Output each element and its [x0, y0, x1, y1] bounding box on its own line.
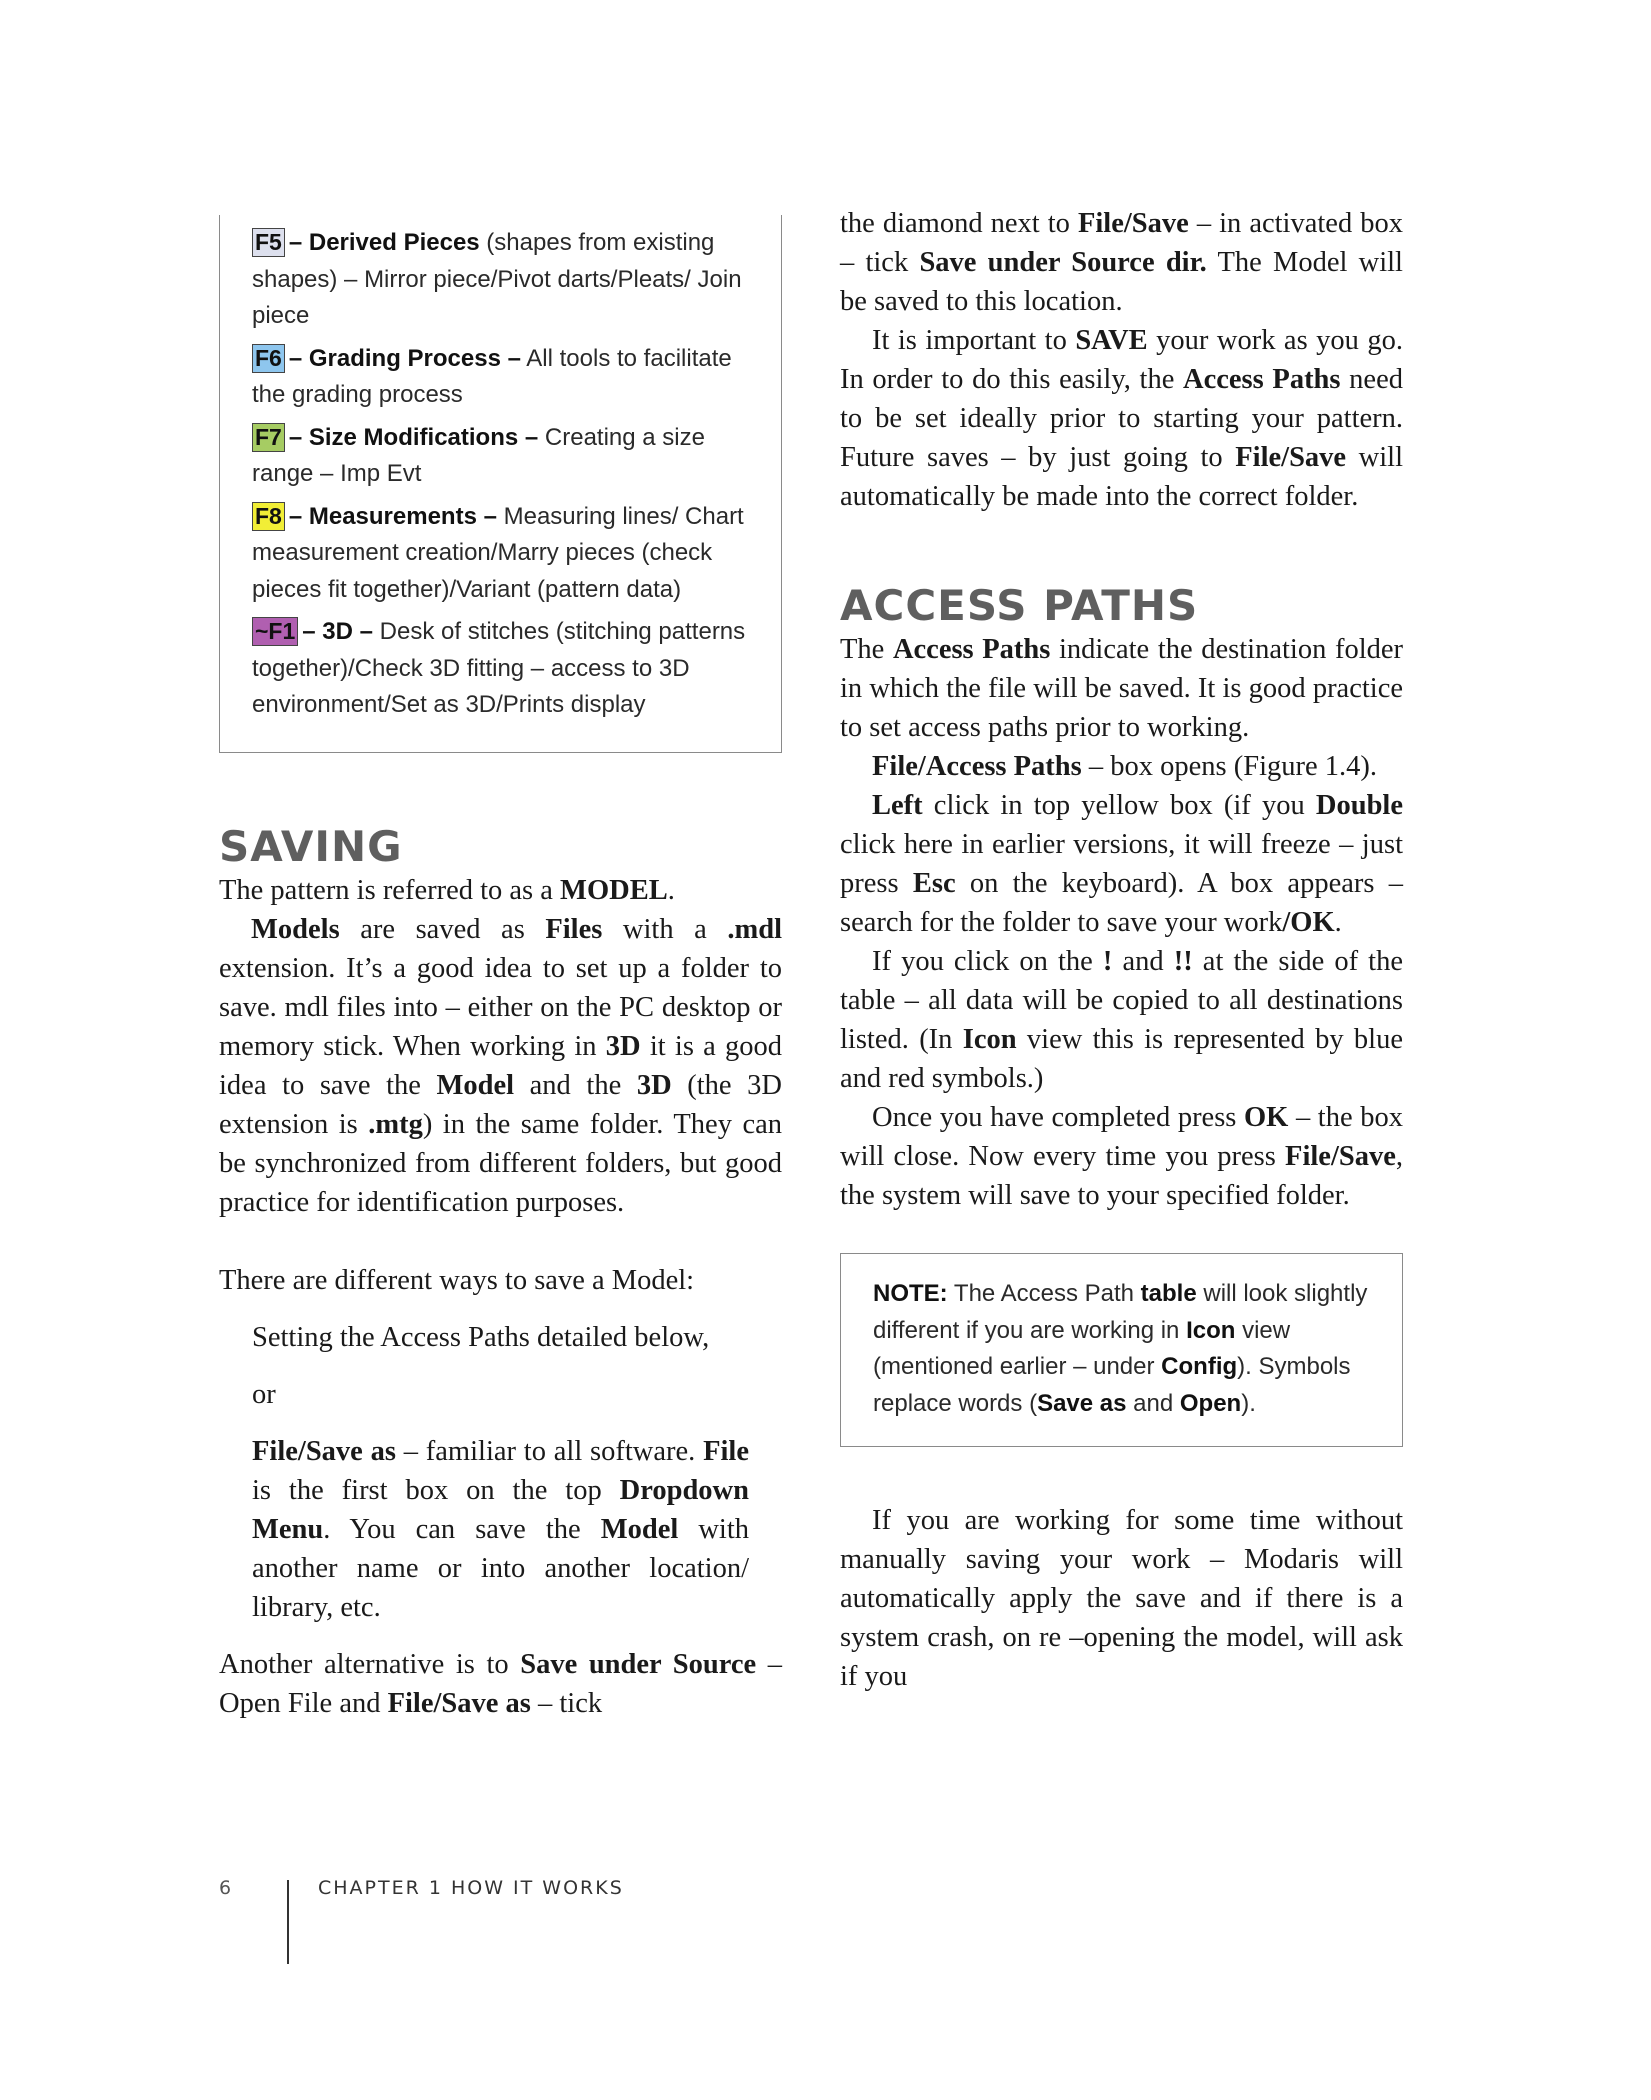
fkey-desc: Creating a size range – Imp Evt	[252, 423, 705, 487]
fkey-title: – Grading Process –	[288, 344, 521, 372]
access-para-6: If you are working for some time without manually saving your work – Modaris will automatically apply the save and if there is a system crash, on re –opening the model, will ask if you	[840, 1505, 1403, 1692]
fkey-item-f5	[252, 225, 751, 335]
saving-para-or: or	[252, 1378, 276, 1410]
saving-para-2: Models are saved as Files with a .mdl extension. It’s a good idea to set up a folder to save. mdl files into – either on the PC desktop or memory stick. When working in 3D it is a good idea to save the Model and the 3D (the 3D extension is .mtg) in the same folder. They can be synchronized from different folders, but good practice for identification purposes.	[219, 913, 783, 1218]
note-box: NOTE: The Access Path table will look slightly different if you are working in Icon view (mentioned earlier – under Config). Symbols replace words (Save as and Open).	[840, 1253, 1403, 1447]
saving-heading: SAVING	[219, 821, 403, 871]
access-para-3: Left click in top yellow box (if you Double click here in earlier versions, it will freeze – just press Esc on the keyboard). A box appears – search for the folder to save your work/OK.	[840, 790, 1403, 938]
fkey-title: – 3D –	[302, 618, 373, 645]
fkey-title: – Measurements –	[288, 502, 497, 530]
fkey-title: – Derived Pieces	[288, 229, 480, 256]
f7-key-badge: F7	[252, 423, 285, 452]
saving-para-3: There are different ways to save a Model:	[219, 1264, 695, 1296]
access-paths-heading: ACCESS PATHS	[840, 581, 1199, 630]
access-para-5: Once you have completed press OK – the box will close. Now every time you press File/Save, the system will save to your specified folder.	[840, 1102, 1403, 1211]
left-column	[219, 215, 782, 1723]
footer-divider	[287, 1880, 289, 1964]
f1-key-badge: ~F1	[252, 617, 298, 646]
saving-para-7: Another alternative is to Save under Source – Open File and File/Save as – tick	[219, 1648, 782, 1719]
function-keys-box	[219, 215, 782, 753]
right-para-1: the diamond next to File/Save – in activated box – tick Save under Source dir. The Model will be saved to this location.	[840, 208, 1403, 317]
fkey-desc: Measuring lines/ Chart measurement creation/Marry pieces (check pieces fit together)/Variant (pattern data)	[252, 502, 744, 603]
f8-key-badge: F8	[252, 502, 285, 531]
fkey-desc: All tools to facilitate the grading process	[252, 344, 732, 408]
fkey-item-f8	[252, 499, 751, 609]
fkey-item-f7	[252, 420, 751, 493]
f6-key-badge: F6	[252, 344, 285, 373]
chapter-label: CHAPTER 1 HOW IT WORKS	[318, 1877, 624, 1899]
fkey-item-f6	[252, 341, 751, 414]
access-para-1: The Access Paths indicate the destination folder in which the file will be saved. It is good practice to set access paths prior to working.	[840, 634, 1403, 743]
fkey-title: – Size Modifications –	[288, 423, 539, 451]
f5-key-badge: F5	[252, 228, 285, 257]
saving-para-6: File/Save as – familiar to all software. File is the first box on the top Dropdown Menu. You can save the Model with another name or into another location/ library, etc.	[252, 1435, 749, 1623]
right-para-2: It is important to SAVE your work as you go. In order to do this easily, the Access Paths need to be set ideally prior to starting your pattern. Future saves – by just going to File/Save will automatically be made into the correct folder.	[840, 325, 1403, 512]
access-para-4: If you click on the ! and !! at the side of the table – all data will be copied to all destinations listed. (In Icon view this is represented by blue and red symbols.)	[840, 946, 1403, 1094]
page-number: 6	[219, 1877, 232, 1899]
access-para-2: File/Access Paths – box opens (Figure 1.4).	[872, 751, 1378, 782]
saving-para-1: The pattern is referred to as a MODEL.	[219, 874, 675, 906]
note-label: NOTE:	[873, 1280, 948, 1307]
saving-para-4: Setting the Access Paths detailed below,	[252, 1321, 710, 1353]
fkey-desc: Desk of stitches (stitching patterns together)/Check 3D fitting – access to 3D environment/Set as 3D/Prints display	[252, 618, 746, 718]
fkey-desc: (shapes from existing shapes) – Mirror piece/Pivot darts/Pleats/ Join piece	[252, 229, 742, 329]
right-column	[840, 204, 1403, 1696]
fkey-item-f1	[252, 614, 751, 724]
